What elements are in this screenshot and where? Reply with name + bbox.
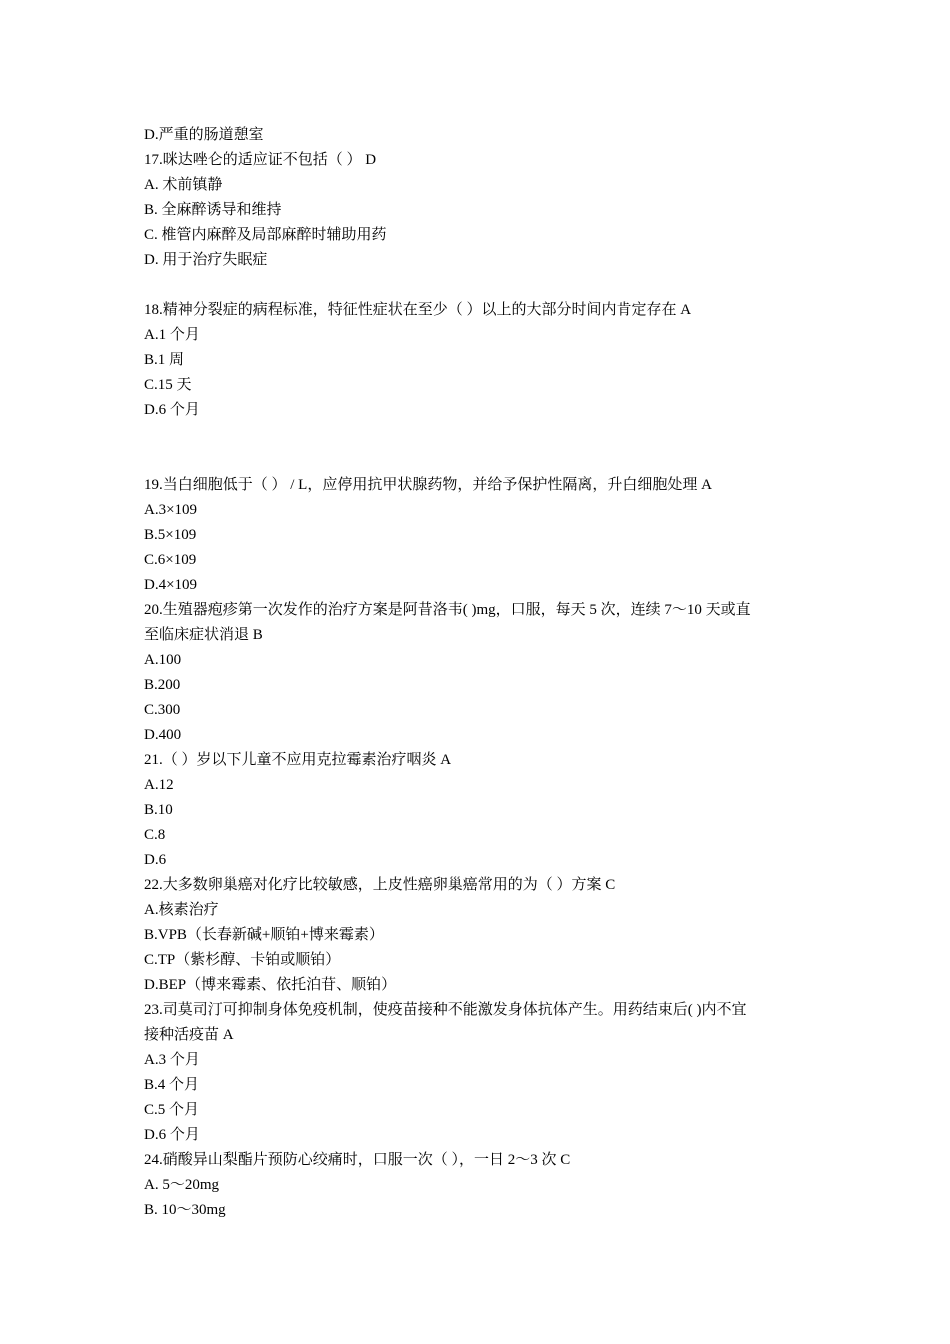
- question-24: 24.硝酸异山梨酯片预防心绞痛时，口服一次（ ），一日 2～3 次 C: [144, 1152, 571, 1168]
- option-line: B.4 个月: [144, 1077, 200, 1093]
- document-body: [144, 123, 812, 1223]
- option-line: A. 术前镇静: [144, 177, 223, 193]
- option-line: A.3 个月: [144, 1052, 200, 1068]
- question-21: 21.（ ）岁以下儿童不应用克拉霉素治疗咽炎 A: [144, 752, 452, 768]
- option-line: B.1 周: [144, 352, 185, 368]
- option-line: C.8: [144, 827, 166, 843]
- blank-line: [144, 423, 812, 448]
- option-line: D.6: [144, 852, 167, 868]
- option-line: B.200: [144, 677, 181, 693]
- question-18: 18.精神分裂症的病程标准，特征性症状在至少（ ）以上的大部分时间内肯定存在 A: [144, 302, 692, 318]
- option-line: A.100: [144, 652, 182, 668]
- option-line: D.6 个月: [144, 402, 200, 418]
- option-line: D. 用于治疗失眠症: [144, 252, 268, 268]
- option-line: A.3×109: [144, 502, 198, 518]
- option-line: B. 10～30mg: [144, 1202, 226, 1218]
- option-line: A.1 个月: [144, 327, 200, 343]
- option-line: C.6×109: [144, 552, 197, 568]
- option-line: B.VPB（长春新碱+顺铂+博来霉素）: [144, 927, 384, 943]
- option-line: C.5 个月: [144, 1102, 200, 1118]
- question-20: 20.生殖器疱疹第一次发作的治疗方案是阿昔洛韦( )mg，口服，每天 5 次，连续 7～10 天或直: [144, 602, 751, 618]
- question-23-continued: 接种活疫苗 A: [144, 1027, 234, 1043]
- question-22: 22.大多数卵巢癌对化疗比较敏感，上皮性癌卵巢癌常用的为（ ）方案 C: [144, 877, 616, 893]
- question-19: 19.当白细胞低于（ ） / L，应停用抗甲状腺药物，并给予保护性隔离，升白细胞处理 A: [144, 477, 712, 493]
- option-line: D.400: [144, 727, 182, 743]
- option-line: D.严重的肠道憩室: [144, 127, 264, 143]
- question-17: 17.咪达唑仑的适应证不包括（ ） D: [144, 152, 377, 168]
- option-line: A. 5～20mg: [144, 1177, 220, 1193]
- option-line: C.300: [144, 702, 181, 718]
- option-line: C.TP（紫杉醇、卡铂或顺铂）: [144, 952, 341, 968]
- question-20-continued: 至临床症状消退 B: [144, 627, 263, 643]
- option-line: D.4×109: [144, 577, 198, 593]
- option-line: B.10: [144, 802, 173, 818]
- option-line: D.BEP（博来霉素、依托泊苷、顺铂）: [144, 977, 397, 993]
- option-line: B. 全麻醉诱导和维持: [144, 202, 282, 218]
- option-line: B.5×109: [144, 527, 197, 543]
- blank-line: [144, 273, 812, 298]
- option-line: A.12: [144, 777, 174, 793]
- option-line: A.核素治疗: [144, 902, 219, 918]
- blank-line: [144, 448, 812, 473]
- question-23: 23.司莫司汀可抑制身体免疫机制，使疫苗接种不能激发身体抗体产生。用药结束后( )内不宜: [144, 1002, 747, 1018]
- option-line: D.6 个月: [144, 1127, 200, 1143]
- option-line: C.15 天: [144, 377, 192, 393]
- option-line: C. 椎管内麻醉及局部麻醉时辅助用药: [144, 227, 387, 243]
